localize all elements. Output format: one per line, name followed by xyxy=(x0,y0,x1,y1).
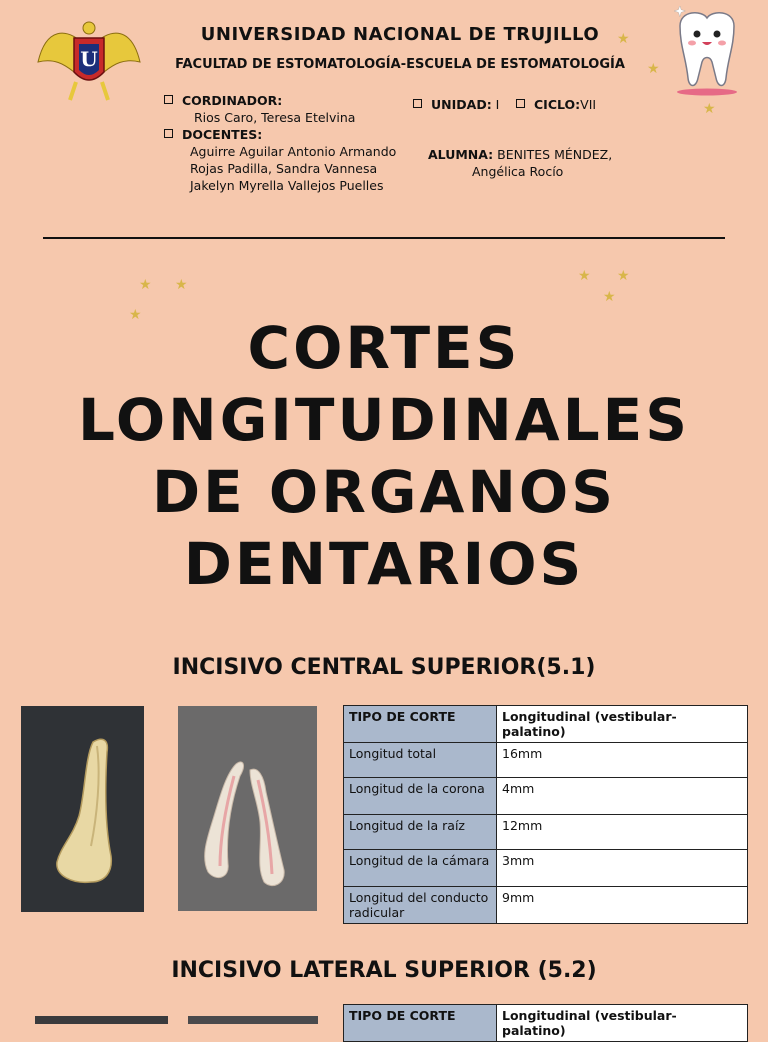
star-icon: ★ xyxy=(617,31,630,47)
checkbox-icon xyxy=(413,99,422,108)
table-row xyxy=(344,815,748,850)
table-row xyxy=(344,778,748,815)
star-icon: ★ xyxy=(603,289,616,305)
faculty-name: FACULTAD DE ESTOMATOLOGÍA-ESCUELA DE ESTOMATOLOGÍA xyxy=(175,57,625,72)
table-cell: Longitudinal (vestibular- palatino) xyxy=(497,1005,748,1042)
table-row xyxy=(344,706,748,743)
student-label: ALUMNA: xyxy=(428,147,494,162)
page-title: CORTES LONGITUDINALES DE ORGANOS DENTARIOS xyxy=(77,314,691,598)
table-cell: TIPO DE CORTE xyxy=(344,1005,497,1042)
cycle-info: CICLO:VII xyxy=(516,96,596,113)
table-cell: Longitud total xyxy=(344,743,497,778)
table-cell: Longitud del conducto radicular xyxy=(344,887,497,924)
star-icon: ★ xyxy=(617,268,630,284)
table-cell: Longitudinal (vestibular- palatino) xyxy=(497,706,748,743)
coordinator-heading: CORDINADOR: xyxy=(164,92,414,109)
checkbox-icon xyxy=(164,95,173,104)
teachers-heading: DOCENTES: xyxy=(164,126,414,143)
checkbox-icon xyxy=(516,99,525,108)
student-info xyxy=(428,146,628,180)
table-cell: Longitud de la cámara xyxy=(344,850,497,887)
table-row xyxy=(344,1005,748,1042)
table-row xyxy=(344,850,748,887)
student-name: BENITES MÉNDEZ, xyxy=(497,147,613,162)
table-cell: 12mm xyxy=(497,815,748,850)
staff-info xyxy=(164,92,414,194)
star-icon: ★ xyxy=(703,101,716,117)
measurement-table xyxy=(343,705,748,924)
teacher-name: Aguirre Aguilar Antonio Armando xyxy=(190,144,397,159)
checkbox-icon xyxy=(164,129,173,138)
star-icon: ★ xyxy=(139,277,152,293)
table-row xyxy=(344,743,748,778)
svg-text:U: U xyxy=(80,47,98,71)
table-cell: 3mm xyxy=(497,850,748,887)
star-icon: ★ xyxy=(175,277,188,293)
unit-info: UNIDAD: I xyxy=(413,96,499,113)
star-icon: ★ xyxy=(647,61,660,77)
table-cell: TIPO DE CORTE xyxy=(344,706,497,743)
star-icon: ★ xyxy=(578,268,591,284)
header-divider xyxy=(43,237,725,239)
sectioned-tooth-photo xyxy=(188,1016,318,1024)
table-cell: 9mm xyxy=(497,887,748,924)
section-title: INCISIVO CENTRAL SUPERIOR(5.1) xyxy=(172,655,596,680)
teacher-name: Rojas Padilla, Sandra Vannesa xyxy=(190,161,378,176)
section-title: INCISIVO LATERAL SUPERIOR (5.2) xyxy=(171,958,597,983)
table-row xyxy=(344,887,748,924)
table-cell: Longitud de la corona xyxy=(344,778,497,815)
student-name-2: Angélica Rocío xyxy=(472,164,564,179)
measurement-table xyxy=(343,1004,748,1042)
tooth-mascot-icon xyxy=(672,6,742,96)
tooth-photo xyxy=(35,1016,168,1024)
coordinator-name: Rios Caro, Teresa Etelvina xyxy=(194,110,356,125)
table-cell: Longitud de la raíz xyxy=(344,815,497,850)
table-cell: 16mm xyxy=(497,743,748,778)
table-cell: 4mm xyxy=(497,778,748,815)
university-name: UNIVERSIDAD NACIONAL DE TRUJILLO xyxy=(200,24,600,45)
sectioned-tooth-photo xyxy=(178,706,317,911)
tooth-photo xyxy=(21,706,144,912)
teacher-name: Jakelyn Myrella Vallejos Puelles xyxy=(190,178,384,193)
star-icon: ★ xyxy=(129,307,142,323)
